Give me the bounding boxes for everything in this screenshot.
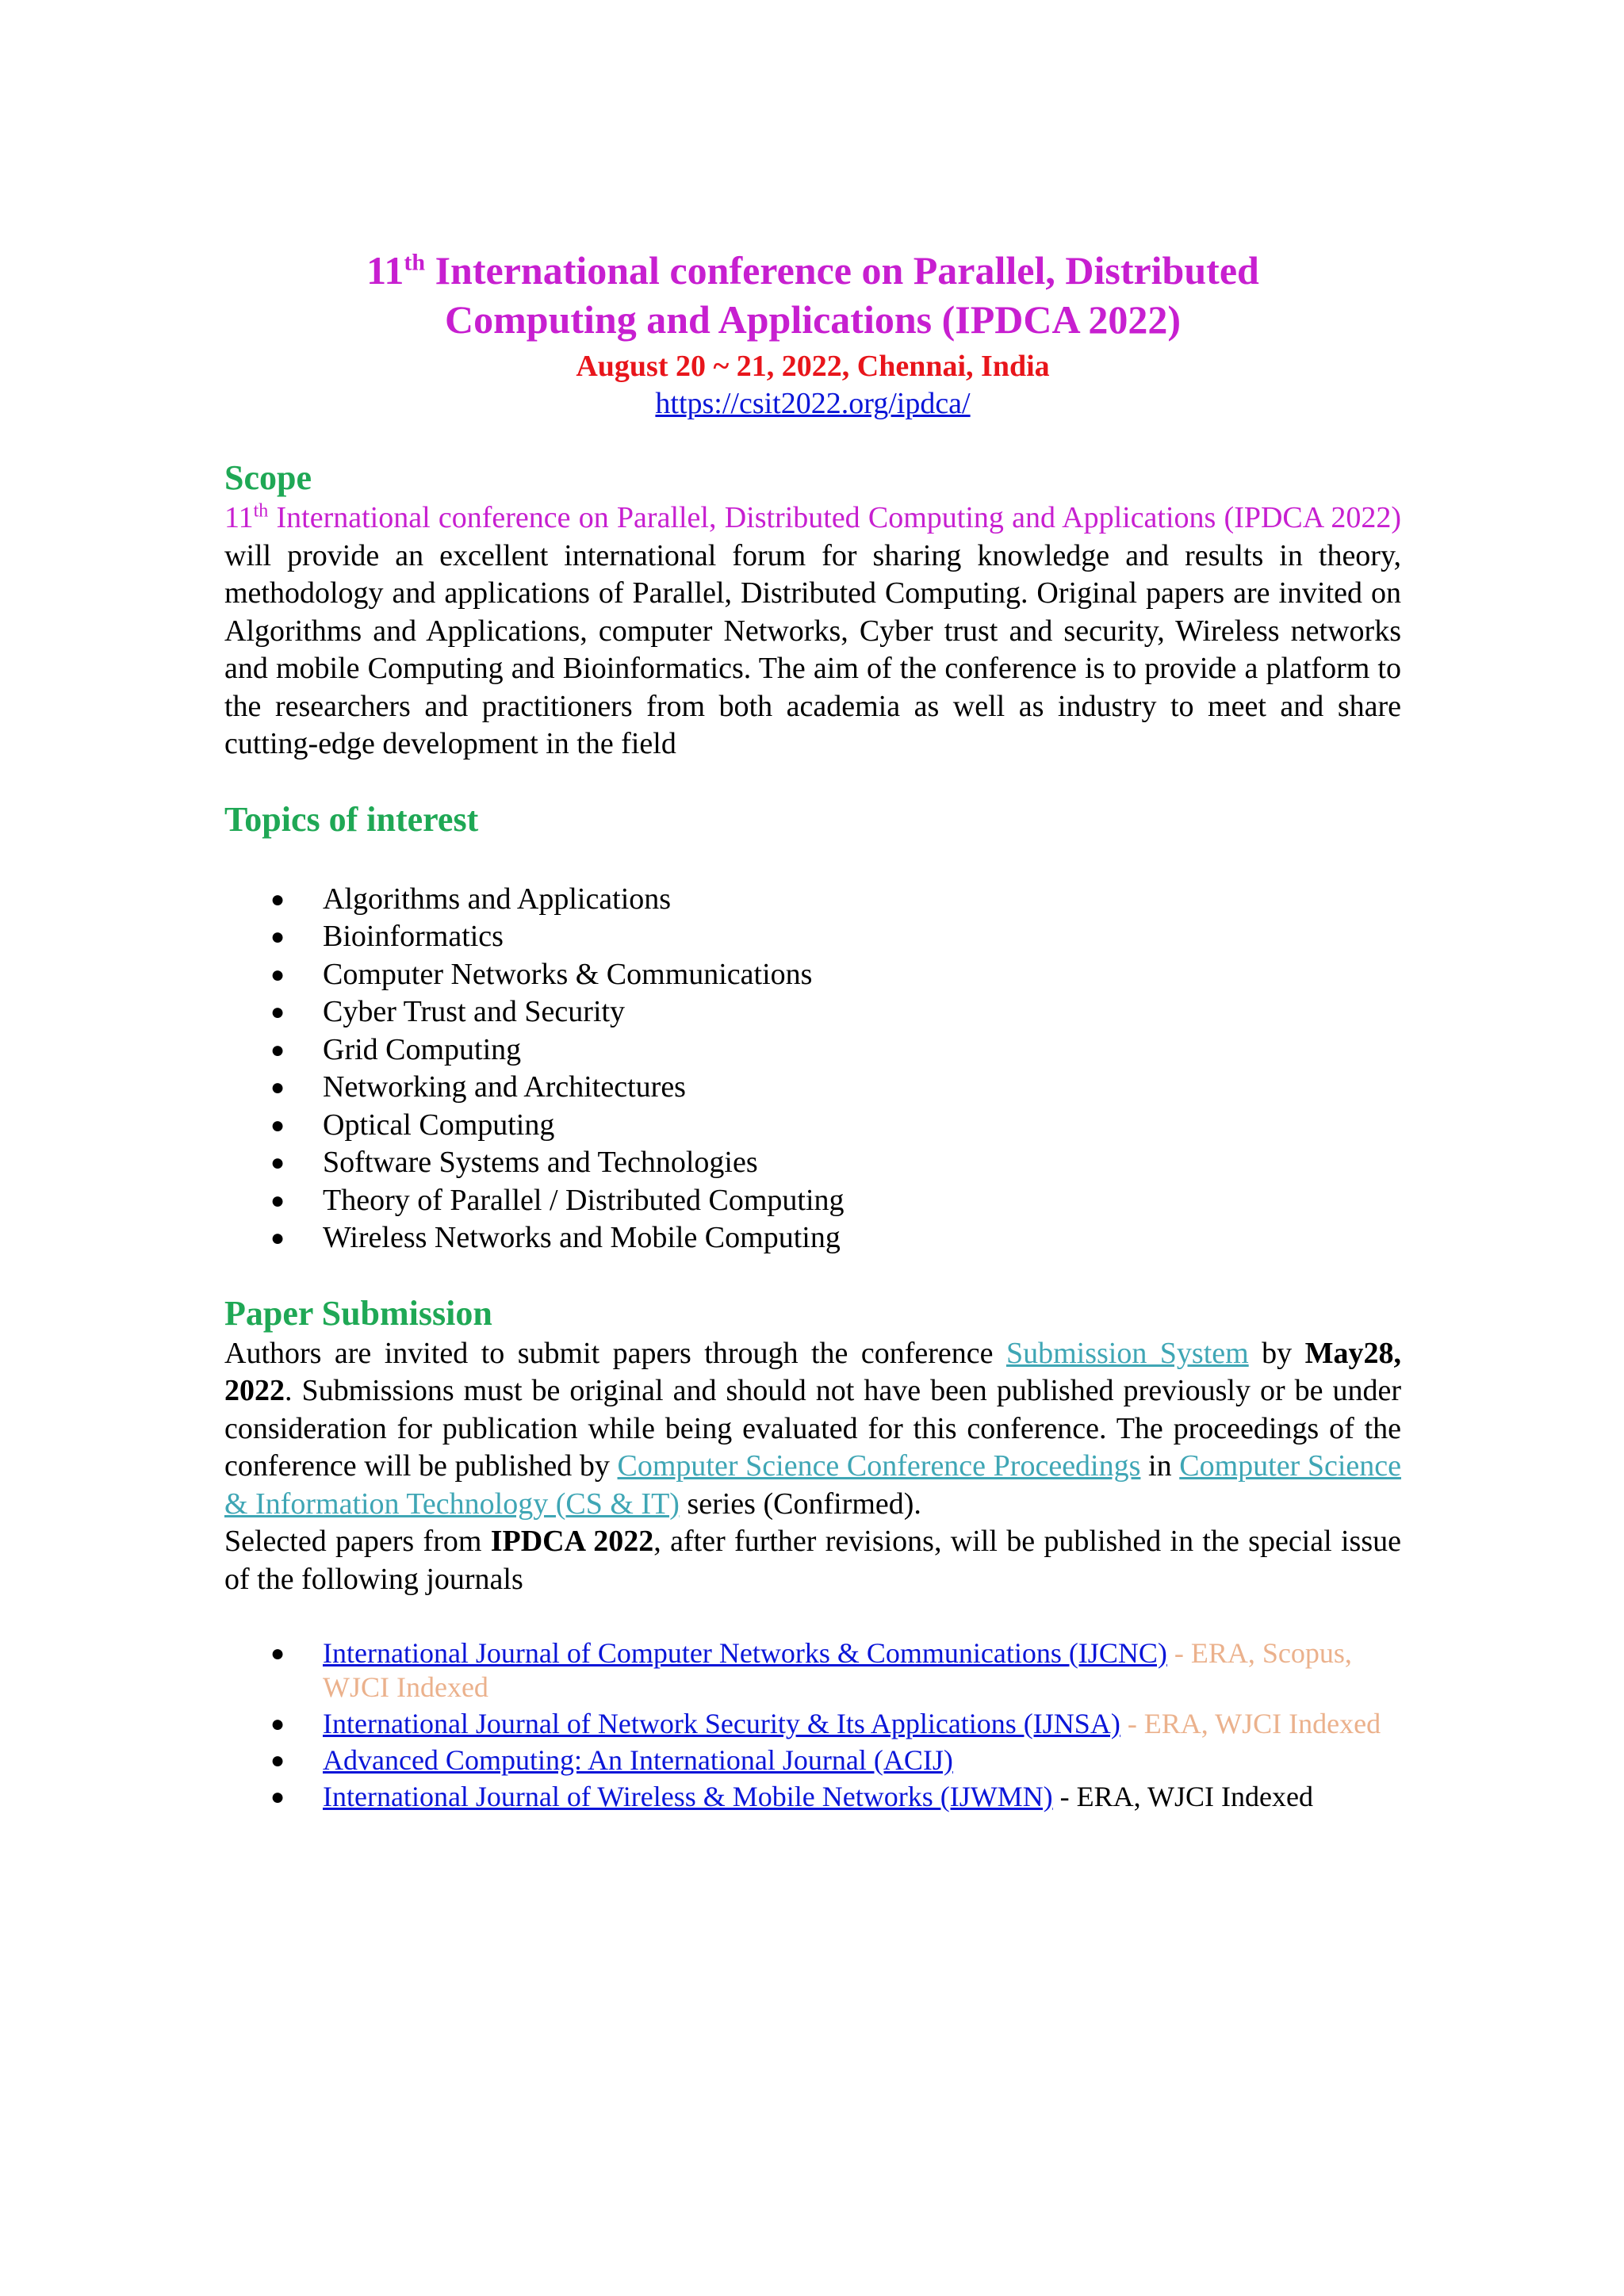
title-ordinal-number: 11 [366,248,404,293]
journal-link-ijwmn[interactable]: International Journal of Wireless & Mobile Networks (IJWMN) [323,1781,1053,1812]
submission-text-c: . Submissions must be original and should not have been published previously or be under consideration for publication while being evaluated for this conference. The proceedings of the conference will be published by [224,1374,1401,1483]
bullet-icon: ● [270,1112,285,1138]
bullet-icon: ● [270,1225,285,1251]
journal-link-ijnsa[interactable]: International Journal of Network Security & Its Applications (IJNSA) [323,1708,1120,1739]
topic-label: Cyber Trust and Security [323,995,626,1028]
topic-label: Bioinformatics [323,920,504,953]
topic-label: Algorithms and Applications [323,882,672,916]
selected-papers-paragraph [224,1523,1401,1598]
topics-list [224,881,1401,1257]
selected-text-a: Selected papers from [224,1525,491,1558]
journal-link-acij[interactable]: Advanced Computing: An International Journal (ACIJ) [323,1744,953,1776]
conference-header [224,246,1401,422]
list-item [224,918,1401,956]
conference-dates: August 20 ~ 21, 2022, Chennai, India [576,350,1050,383]
bullet-icon: ● [270,924,285,950]
bullet-icon: ● [270,1747,285,1774]
list-item [224,956,1401,994]
journal-note: - ERA, WJCI Indexed [1052,1781,1313,1812]
scope-lead-name: International conference on Parallel, Distributed Computing and Applications (IPDCA 2022) [268,501,1401,534]
submission-paragraph [224,1335,1401,1524]
bullet-icon: ● [270,1784,285,1810]
topic-label: Wireless Networks and Mobile Computing [323,1221,841,1254]
bullet-icon: ● [270,886,285,913]
submission-text-e: series (Confirmed). [679,1487,921,1521]
submission-text-a: Authors are invited to submit papers through the conference [224,1336,1006,1370]
topic-label: Theory of Parallel / Distributed Computing [323,1183,845,1217]
submission-text-d: in [1140,1449,1180,1483]
list-item [224,1743,1401,1777]
journal-note: - ERA, Scopus, WJCI Indexed [323,1637,1352,1703]
list-item [224,1780,1401,1814]
journals-list [224,1636,1401,1814]
journal-link-ijcnc[interactable]: International Journal of Computer Networks & Communications (IJCNC) [323,1637,1167,1669]
list-item [224,1107,1401,1145]
list-item [224,1031,1401,1070]
submission-system-link[interactable]: Submission System [1005,1336,1249,1370]
bullet-icon: ● [270,1187,285,1214]
bullet-icon: ● [270,1074,285,1100]
list-item [224,881,1401,919]
title-ordinal-suffix: th [404,249,426,276]
selected-conference-name: IPDCA 2022 [490,1525,654,1558]
bullet-icon: ● [270,1711,285,1737]
conference-url-link[interactable]: https://csit2022.org/ipdca/ [655,387,971,420]
journal-note: - ERA, WJCI Indexed [1120,1708,1381,1739]
scope-lead-suffix: th [253,500,269,522]
list-item [224,1069,1401,1107]
conference-title [224,246,1401,344]
list-item [224,1636,1401,1705]
proceedings-link[interactable]: Computer Science Conference Proceedings [617,1449,1141,1483]
list-item [224,1182,1401,1220]
series-link[interactable]: Computer Science & Information Technology (CS & IT) [224,1449,1401,1521]
selected-text-b: , after further revisions, will be published in the special issue of the following journals [224,1525,1401,1596]
bullet-icon: ● [270,1640,285,1667]
document-content [224,246,1401,1816]
scope-text: will provide an excellent international forum for sharing knowledge and results in theory, methodology and applications of Parallel, Distributed Computing. Original papers are invited on Algorithms and Applications, computer Networks, Cyber trust and security, Wireless networks and mobile Computing and Bioinformatics. The aim of the conference is to provide a platform to the researchers and practitioners from both academia as well as industry to meet and share cutting-edge development in the field [224,538,1401,760]
list-item [224,1219,1401,1257]
list-item [224,1144,1401,1182]
scope-heading: Scope [224,458,312,497]
topic-label: Networking and Architectures [323,1070,686,1104]
topic-label: Optical Computing [323,1108,555,1142]
scope-lead-number: 11 [224,501,254,534]
scope-paragraph [224,499,1401,763]
bullet-icon: ● [270,961,285,988]
title-line2: Computing and Applications (IPDCA 2022) [445,297,1181,342]
list-item [224,1707,1401,1741]
list-item [224,993,1401,1031]
submission-deadline: May28, 2022 [224,1336,1401,1407]
topic-label: Grid Computing [323,1032,522,1066]
topic-label: Computer Networks & Communications [323,957,813,991]
submission-text-b: by [1248,1336,1305,1370]
conference-url-line [224,385,1401,422]
scope-lead [224,501,1401,534]
bullet-icon: ● [270,999,285,1025]
title-line1: International conference on Parallel, Distributed [425,248,1259,293]
topics-heading: Topics of interest [224,799,479,839]
topic-label: Software Systems and Technologies [323,1146,758,1179]
submission-heading: Paper Submission [224,1293,492,1333]
bullet-icon: ● [270,1036,285,1063]
bullet-icon: ● [270,1150,285,1176]
